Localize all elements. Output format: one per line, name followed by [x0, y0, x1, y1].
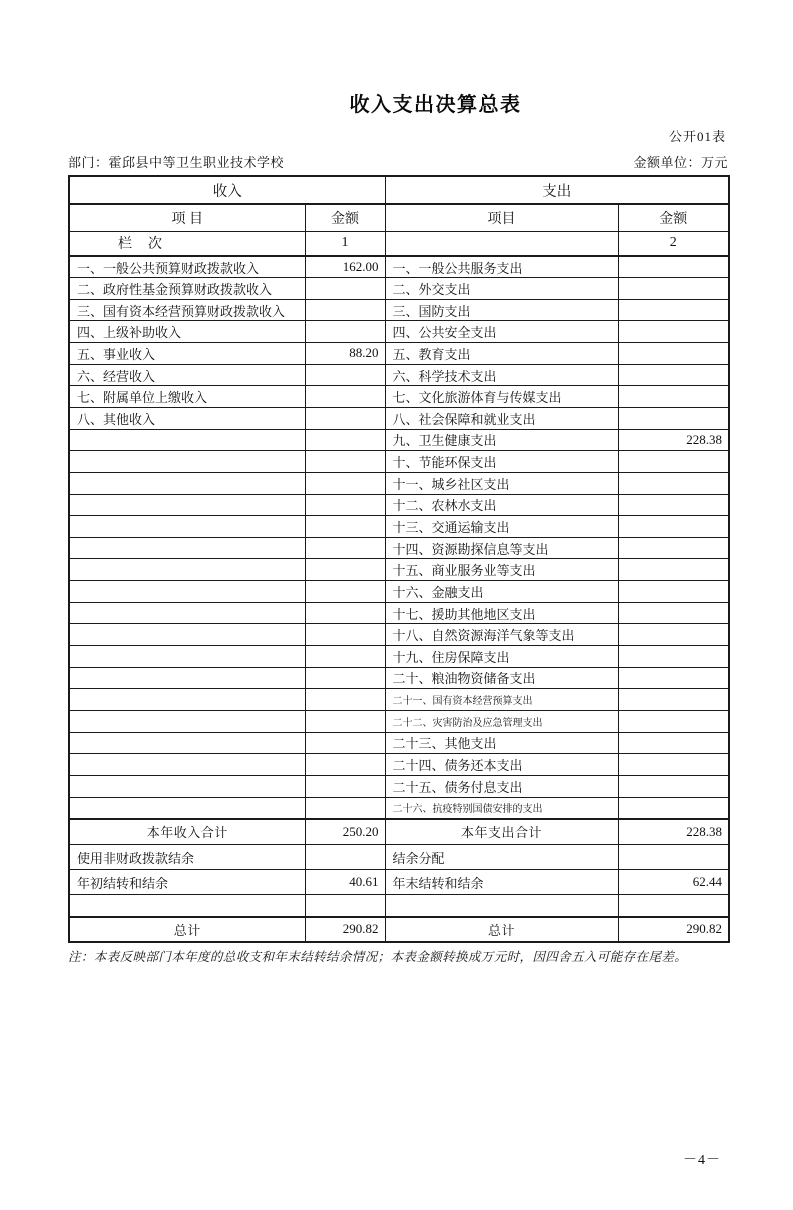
expense-amount-cell	[618, 646, 729, 668]
budget-summary-table	[68, 175, 730, 943]
expense-amount-cell	[618, 451, 729, 473]
income-item-cell: 四、上级补助收入	[69, 321, 305, 343]
income-item-cell: 七、附属单位上缴收入	[69, 386, 305, 408]
expense-item-cell: 十六、金融支出	[385, 581, 618, 603]
empty-row	[69, 895, 729, 917]
income-amount-cell	[305, 667, 385, 689]
expense-item-cell: 十九、住房保障支出	[385, 646, 618, 668]
income-item-cell	[69, 602, 305, 624]
expense-item-cell: 十二、农林水支出	[385, 494, 618, 516]
expense-amount-cell	[618, 364, 729, 386]
income-item-cell	[69, 732, 305, 754]
empty-cell	[385, 895, 618, 917]
expense-item-cell: 十五、商业服务业等支出	[385, 559, 618, 581]
table-row	[69, 386, 729, 408]
expense-amount-cell	[618, 537, 729, 559]
document-page	[0, 88, 793, 1210]
expense-amount-cell: 228.38	[618, 429, 729, 451]
income-item-cell	[69, 689, 305, 711]
non-fiscal-row	[69, 845, 729, 870]
grand-total-income-label: 总计	[69, 917, 305, 942]
expense-item-cell: 二十、粮油物资储备支出	[385, 667, 618, 689]
income-amount-cell	[305, 537, 385, 559]
expense-item-cell: 六、科学技术支出	[385, 364, 618, 386]
income-amount-cell	[305, 451, 385, 473]
income-item-cell	[69, 429, 305, 451]
expense-amount-cell	[618, 472, 729, 494]
table-row	[69, 494, 729, 516]
income-item-cell	[69, 775, 305, 797]
expense-item-cell: 二十五、债务付息支出	[385, 775, 618, 797]
income-amount-cell	[305, 775, 385, 797]
income-item-cell: 三、国有资本经营预算财政拨款收入	[69, 299, 305, 321]
table-row	[69, 299, 729, 321]
income-total-amount: 250.20	[305, 819, 385, 845]
income-amount-cell	[305, 581, 385, 603]
income-amount-cell	[305, 732, 385, 754]
income-item-cell: 二、政府性基金预算财政拨款收入	[69, 278, 305, 300]
table-row	[69, 624, 729, 646]
income-amount-cell	[305, 472, 385, 494]
income-amount-cell	[305, 407, 385, 429]
grand-total-income-amount: 290.82	[305, 917, 385, 942]
expense-item-cell: 八、社会保障和就业支出	[385, 407, 618, 429]
section-header-row	[69, 176, 729, 204]
table-row	[69, 451, 729, 473]
expense-item-cell: 十八、自然资源海洋气象等支出	[385, 624, 618, 646]
table-row	[69, 537, 729, 559]
income-item-cell	[69, 451, 305, 473]
income-amount-cell	[305, 321, 385, 343]
expense-amount-cell	[618, 386, 729, 408]
expense-amount-cell	[618, 343, 729, 365]
table-row	[69, 364, 729, 386]
end-carryover-amount: 62.44	[618, 870, 729, 895]
income-item-cell	[69, 624, 305, 646]
income-amount-cell	[305, 494, 385, 516]
table-row	[69, 559, 729, 581]
surplus-distribution-label: 结余分配	[385, 845, 618, 870]
meta-row	[68, 152, 728, 171]
table-row	[69, 689, 729, 711]
income-amount-cell	[305, 624, 385, 646]
table-row	[69, 407, 729, 429]
income-section-header: 收入	[69, 176, 385, 204]
expense-item-cell: 四、公共安全支出	[385, 321, 618, 343]
expense-amount-header: 金额	[618, 204, 729, 231]
income-item-cell	[69, 494, 305, 516]
income-item-cell	[69, 472, 305, 494]
annual-total-row	[69, 819, 729, 845]
grand-total-row	[69, 917, 729, 942]
income-item-header: 项 目	[69, 204, 305, 231]
income-amount-cell: 88.20	[305, 343, 385, 365]
expense-amount-cell	[618, 710, 729, 732]
form-number-label: 公开01表	[668, 129, 726, 144]
expense-item-cell: 十七、援助其他地区支出	[385, 602, 618, 624]
unit-label: 金额单位：万元	[633, 155, 728, 170]
income-amount-cell	[305, 754, 385, 776]
income-item-cell	[69, 667, 305, 689]
expense-amount-cell	[618, 494, 729, 516]
expense-amount-cell	[618, 299, 729, 321]
income-item-cell	[69, 797, 305, 819]
end-carryover-label: 年末结转和结余	[385, 870, 618, 895]
table-row	[69, 472, 729, 494]
expense-item-cell: 五、教育支出	[385, 343, 618, 365]
expense-amount-cell	[618, 559, 729, 581]
table-row	[69, 321, 729, 343]
surplus-distribution-amount	[618, 845, 729, 870]
expense-item-cell: 二十一、国有资本经营预算支出	[385, 689, 618, 711]
expense-amount-cell	[618, 516, 729, 538]
expense-amount-cell	[618, 278, 729, 300]
expense-item-cell: 七、文化旅游体育与传媒支出	[385, 386, 618, 408]
expense-total-label: 本年支出合计	[385, 819, 618, 845]
income-amount-cell: 162.00	[305, 256, 385, 278]
expense-amount-cell	[618, 602, 729, 624]
income-column-number: 1	[305, 231, 385, 256]
table-row	[69, 278, 729, 300]
expense-amount-cell	[618, 797, 729, 819]
grand-total-expense-amount: 290.82	[618, 917, 729, 942]
expense-amount-cell	[618, 689, 729, 711]
expense-section-header: 支出	[385, 176, 729, 204]
expense-item-cell: 十一、城乡社区支出	[385, 472, 618, 494]
expense-item-cell: 十三、交通运输支出	[385, 516, 618, 538]
expense-item-cell: 二十四、债务还本支出	[385, 754, 618, 776]
income-item-cell	[69, 559, 305, 581]
income-amount-cell	[305, 429, 385, 451]
department-label: 部门：霍邱县中等卫生职业技术学校	[68, 155, 285, 170]
expense-item-cell: 十、节能环保支出	[385, 451, 618, 473]
income-amount-cell	[305, 299, 385, 321]
income-item-cell: 一、一般公共预算财政拨款收入	[69, 256, 305, 278]
table-row	[69, 667, 729, 689]
expense-column-number: 2	[618, 231, 729, 256]
income-item-cell	[69, 754, 305, 776]
expense-item-cell: 九、卫生健康支出	[385, 429, 618, 451]
expense-amount-cell	[618, 667, 729, 689]
carryover-row	[69, 870, 729, 895]
expense-amount-cell	[618, 581, 729, 603]
non-fiscal-amount	[305, 845, 385, 870]
table-row	[69, 343, 729, 365]
column-header-row	[69, 204, 729, 231]
income-amount-cell	[305, 386, 385, 408]
table-row	[69, 732, 729, 754]
income-amount-cell	[305, 602, 385, 624]
table-row	[69, 581, 729, 603]
income-amount-cell	[305, 646, 385, 668]
expense-item-header: 项目	[385, 204, 618, 231]
column-index-row	[69, 231, 729, 256]
expense-amount-cell	[618, 754, 729, 776]
expense-item-cell: 二十二、灾害防治及应急管理支出	[385, 710, 618, 732]
income-amount-cell	[305, 278, 385, 300]
table-note: 注：本表反映部门本年度的总收支和年末结转结余情况；本表金额转换成万元时，因四舍五入可能存在尾差。	[68, 949, 688, 964]
expense-amount-cell	[618, 321, 729, 343]
column-index-label: 栏 次	[69, 231, 305, 256]
table-row	[69, 646, 729, 668]
expense-item-cell: 二、外交支出	[385, 278, 618, 300]
expense-total-amount: 228.38	[618, 819, 729, 845]
page-number: －4－	[683, 1153, 721, 1168]
income-amount-cell	[305, 797, 385, 819]
income-amount-cell	[305, 559, 385, 581]
expense-amount-cell	[618, 256, 729, 278]
expense-item-cell: 三、国防支出	[385, 299, 618, 321]
empty-cell	[69, 895, 305, 917]
income-item-cell	[69, 646, 305, 668]
income-amount-cell	[305, 516, 385, 538]
table-row	[69, 429, 729, 451]
income-item-cell: 八、其他收入	[69, 407, 305, 429]
empty-cell	[305, 895, 385, 917]
table-row	[69, 754, 729, 776]
begin-carryover-label: 年初结转和结余	[69, 870, 305, 895]
table-row	[69, 256, 729, 278]
income-item-cell	[69, 537, 305, 559]
table-row	[69, 775, 729, 797]
page-title: 收入支出决算总表	[349, 92, 522, 116]
income-amount-cell	[305, 689, 385, 711]
table-row	[69, 710, 729, 732]
income-item-cell: 六、经营收入	[69, 364, 305, 386]
grand-total-expense-label: 总计	[385, 917, 618, 942]
expense-item-cell: 十四、资源勘探信息等支出	[385, 537, 618, 559]
expense-item-cell: 二十六、抗疫特别国债安排的支出	[385, 797, 618, 819]
empty-cell	[385, 231, 618, 256]
income-total-label: 本年收入合计	[69, 819, 305, 845]
expense-item-cell: 一、一般公共服务支出	[385, 256, 618, 278]
income-item-cell	[69, 516, 305, 538]
income-item-cell	[69, 710, 305, 732]
begin-carryover-amount: 40.61	[305, 870, 385, 895]
table-row	[69, 516, 729, 538]
empty-cell	[618, 895, 729, 917]
expense-amount-cell	[618, 624, 729, 646]
table-row	[69, 602, 729, 624]
table-row	[69, 797, 729, 819]
expense-amount-cell	[618, 732, 729, 754]
expense-amount-cell	[618, 407, 729, 429]
income-amount-header: 金额	[305, 204, 385, 231]
income-item-cell: 五、事业收入	[69, 343, 305, 365]
expense-amount-cell	[618, 775, 729, 797]
income-item-cell	[69, 581, 305, 603]
income-amount-cell	[305, 710, 385, 732]
expense-item-cell: 二十三、其他支出	[385, 732, 618, 754]
non-fiscal-label: 使用非财政拨款结余	[69, 845, 305, 870]
income-amount-cell	[305, 364, 385, 386]
